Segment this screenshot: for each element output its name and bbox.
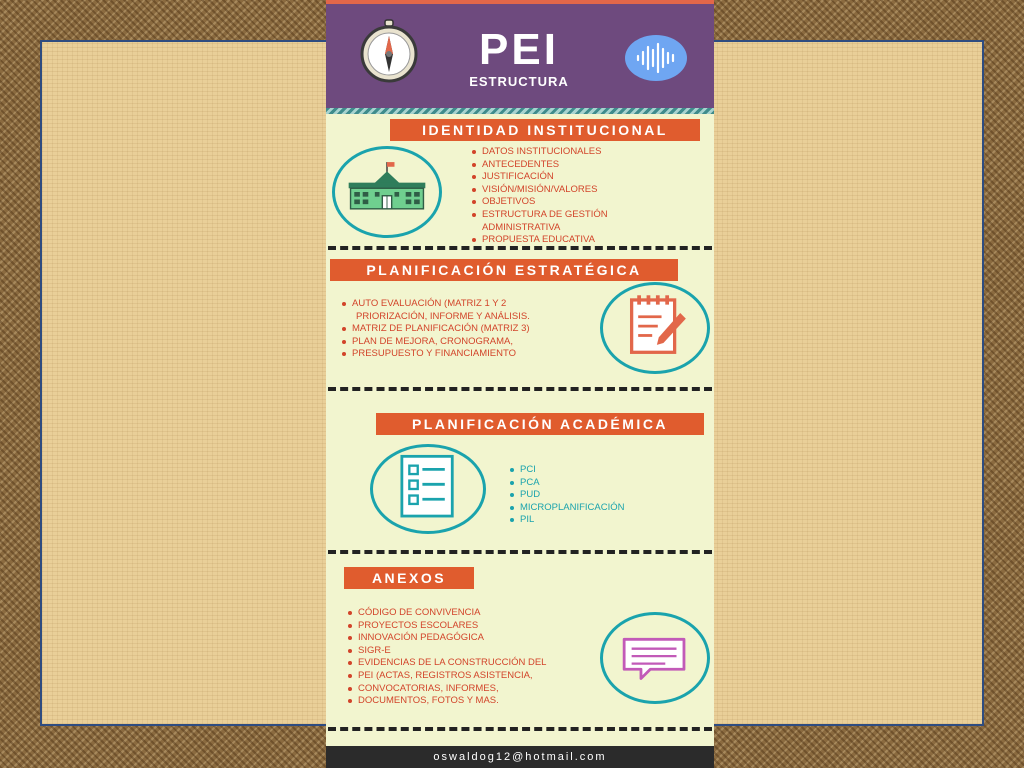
infographic bbox=[326, 0, 714, 768]
list-item: AUTO EVALUACIÓN (MATRIZ 1 Y 2 bbox=[340, 298, 590, 311]
list-item: PCI bbox=[508, 464, 688, 477]
section-banner-estrategica: PLANIFICACIÓN ESTRATÉGICA bbox=[330, 259, 678, 281]
list-identidad bbox=[470, 146, 670, 247]
list-academica bbox=[508, 464, 688, 527]
audio-wave-icon bbox=[624, 34, 688, 82]
notepad-pencil-icon bbox=[600, 282, 710, 374]
list-item: PROYECTOS ESCOLARES bbox=[346, 620, 586, 633]
list-item: OBJETIVOS bbox=[470, 196, 670, 209]
page-title: PEI bbox=[479, 25, 559, 74]
list-item: INNOVACIÓN PEDAGÓGICA bbox=[346, 632, 586, 645]
list-item: PIL bbox=[508, 514, 688, 527]
list-item: VISIÓN/MISIÓN/VALORES bbox=[470, 184, 670, 197]
list-item: CONVOCATORIAS, INFORMES, bbox=[346, 683, 586, 696]
list-item: CÓDIGO DE CONVIVENCIA bbox=[346, 607, 586, 620]
list-item: PRESUPUESTO Y FINANCIAMIENTO bbox=[340, 348, 590, 361]
footer-email: oswaldog12@hotmail.com bbox=[326, 746, 714, 768]
header bbox=[326, 0, 714, 112]
list-item: PROPUESTA EDUCATIVA bbox=[470, 234, 670, 247]
list-item: PUD bbox=[508, 489, 688, 502]
section-divider bbox=[328, 387, 712, 391]
list-item: ESTRUCTURA DE GESTIÓN bbox=[470, 209, 670, 222]
list-item: DOCUMENTOS, FOTOS Y MAS. bbox=[346, 695, 586, 708]
section-banner-identidad: IDENTIDAD INSTITUCIONAL bbox=[390, 119, 700, 141]
list-item: DATOS INSTITUCIONALES bbox=[470, 146, 670, 159]
section-banner-anexos: ANEXOS bbox=[344, 567, 474, 589]
checklist-document-icon bbox=[370, 444, 486, 534]
list-item: JUSTIFICACIÓN bbox=[470, 171, 670, 184]
header-stripe bbox=[326, 108, 714, 114]
list-item: MATRIZ DE PLANIFICACIÓN (MATRIZ 3) bbox=[340, 323, 590, 336]
list-item: MICROPLANIFICACIÓN bbox=[508, 502, 688, 515]
list-item: EVIDENCIAS DE LA CONSTRUCCIÓN DEL bbox=[346, 657, 586, 670]
section-divider bbox=[328, 246, 712, 250]
list-item: PEI (ACTAS, REGISTROS ASISTENCIA, bbox=[346, 670, 586, 683]
list-item: SIGR-E bbox=[346, 645, 586, 658]
list-item: PLAN DE MEJORA, CRONOGRAMA, bbox=[340, 336, 590, 349]
list-item: PCA bbox=[508, 477, 688, 490]
compass-icon bbox=[356, 18, 422, 84]
list-item: ADMINISTRATIVA bbox=[482, 221, 561, 233]
section-divider bbox=[328, 727, 712, 731]
list-anexos bbox=[346, 607, 586, 708]
school-building-icon bbox=[332, 146, 442, 238]
list-estrategica bbox=[340, 298, 590, 361]
section-banner-academica: PLANIFICACIÓN ACADÉMICA bbox=[376, 413, 704, 435]
list-item: PRIORIZACIÓN, INFORME Y ANÁLISIS. bbox=[356, 310, 530, 322]
speech-bubble-icon bbox=[600, 612, 710, 704]
page-subtitle: ESTRUCTURA bbox=[469, 74, 569, 89]
section-divider bbox=[328, 550, 712, 554]
list-item: ANTECEDENTES bbox=[470, 159, 670, 172]
